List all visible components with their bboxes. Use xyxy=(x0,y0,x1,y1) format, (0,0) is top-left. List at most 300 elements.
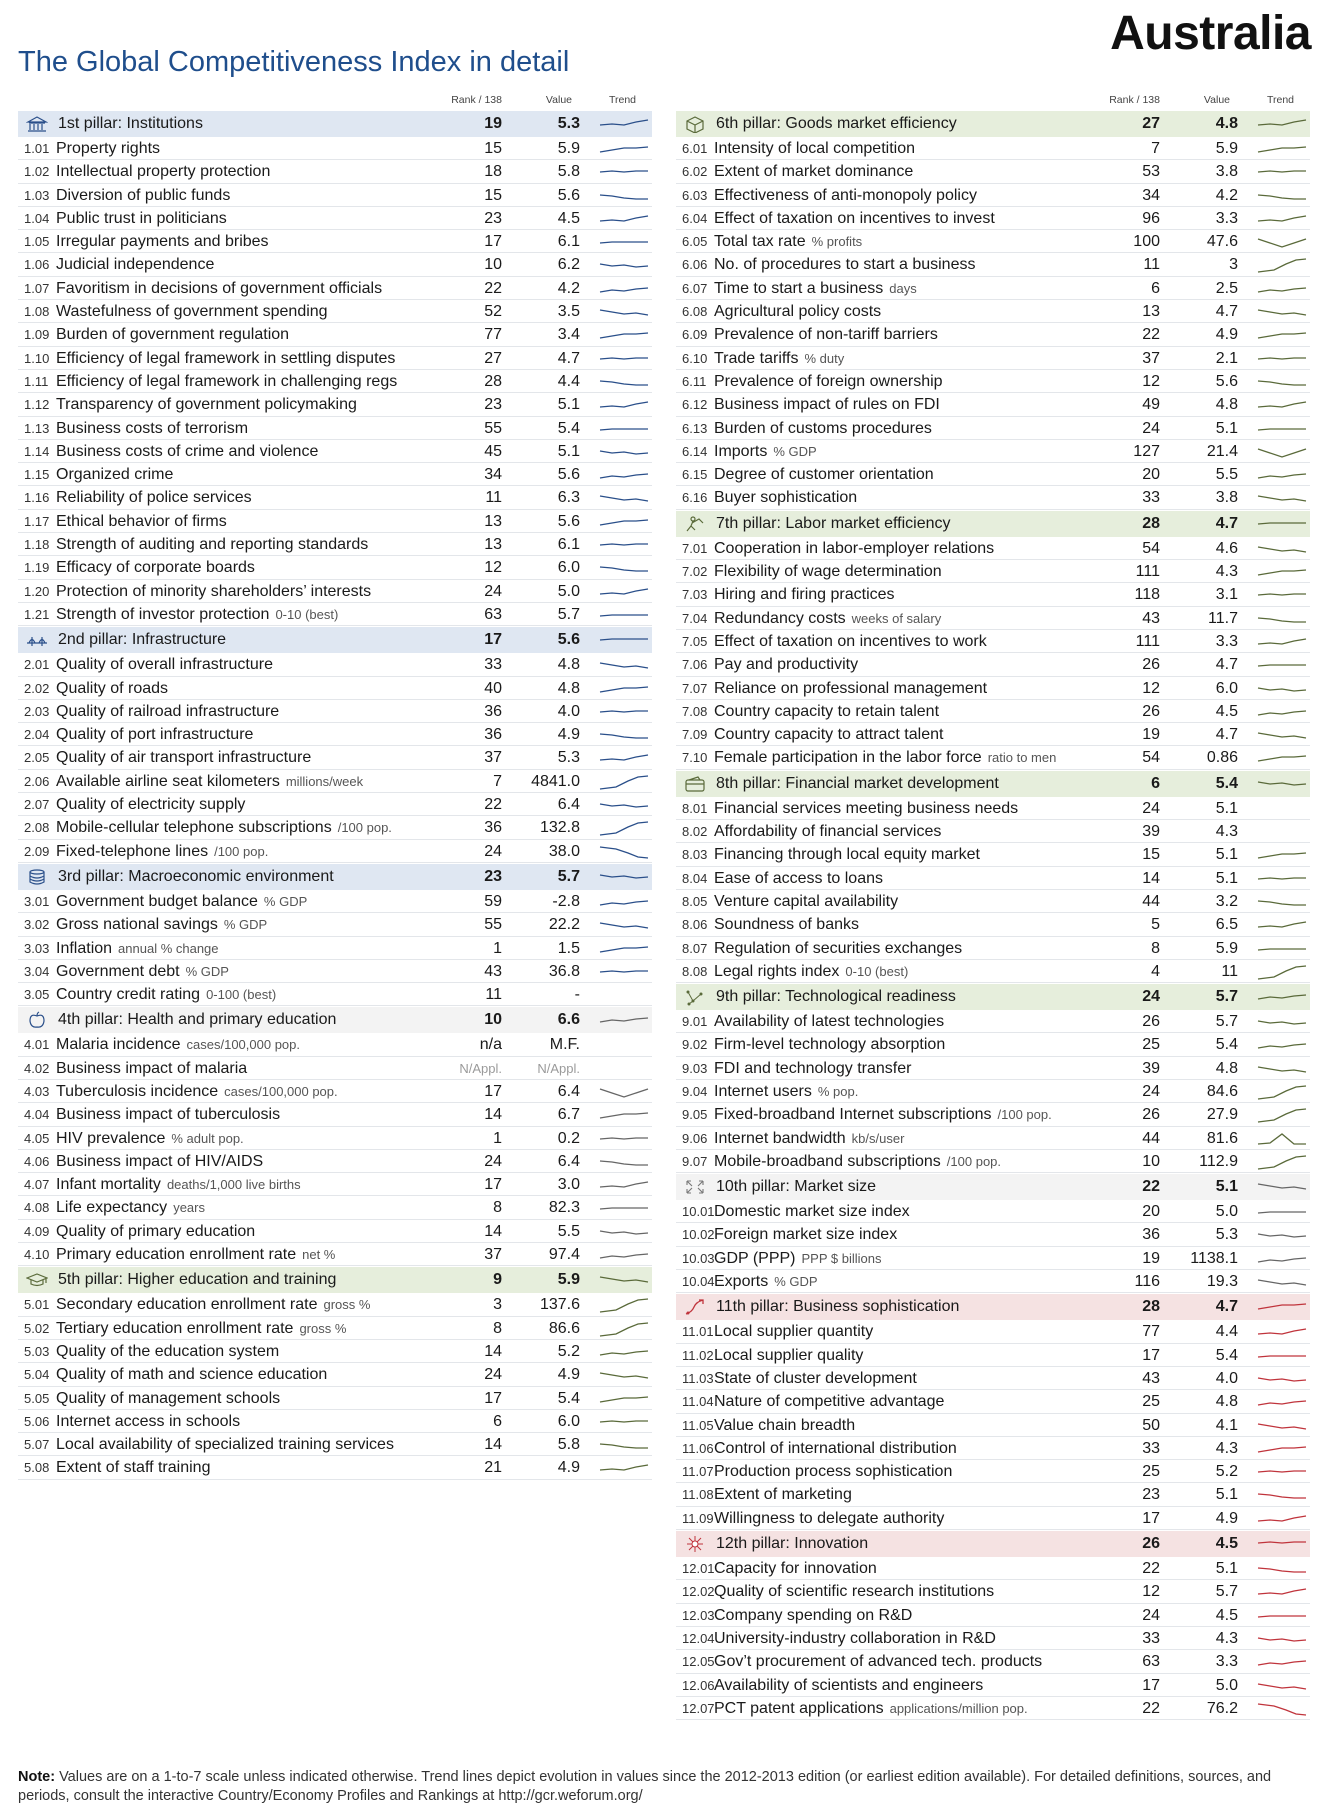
indicator-label-wrap xyxy=(714,1460,952,1483)
indicator-code: 10.03 xyxy=(682,1250,715,1266)
indicator-row xyxy=(18,937,652,960)
indicator-value: 5.5 xyxy=(1215,466,1238,484)
indicator-value: 0.2 xyxy=(557,1129,580,1147)
value-header: Value xyxy=(1203,94,1230,106)
trend-sparkline xyxy=(598,1390,650,1408)
indicator-value: 5.9 xyxy=(1215,140,1238,157)
indicator-label-wrap xyxy=(714,937,962,960)
indicator-value: 5.4 xyxy=(1215,1036,1238,1054)
indicator-label-wrap xyxy=(56,253,214,276)
indicator-value: 47.6 xyxy=(1206,233,1238,251)
indicator-rank: 10 xyxy=(1142,1152,1160,1170)
indicator-rank: 26 xyxy=(1142,702,1160,720)
indicator-row xyxy=(676,323,1310,346)
indicator-value: 4.8 xyxy=(557,679,580,697)
trend-sparkline xyxy=(1256,1203,1308,1221)
indicator-value: 81.6 xyxy=(1206,1129,1238,1147)
indicator-unit: % adult pop. xyxy=(171,1130,244,1146)
indicator-label-wrap xyxy=(56,137,160,160)
pillar-name: 11th pillar: Business sophistication xyxy=(716,1298,960,1316)
indicator-rank: 19 xyxy=(1142,726,1160,744)
trend-sparkline xyxy=(1256,1130,1308,1148)
indicator-unit: % GDP xyxy=(773,443,817,459)
indicator-label-wrap xyxy=(714,537,994,560)
indicator-row xyxy=(676,1580,1310,1603)
trend-sparkline xyxy=(598,916,650,934)
indicator-label: Ethical behavior of firms xyxy=(56,512,227,530)
indicator-row xyxy=(676,1697,1310,1720)
indicator-rank: 54 xyxy=(1142,539,1160,557)
indicator-value: 4.9 xyxy=(1215,326,1238,344)
pillar-rank: 22 xyxy=(1142,1178,1160,1196)
indicator-label-wrap xyxy=(714,677,987,700)
indicator-rank: 77 xyxy=(1142,1323,1160,1341)
indicator-row xyxy=(18,793,652,816)
indicator-row xyxy=(676,253,1310,276)
indicator-label-wrap xyxy=(56,1150,263,1173)
pillar-value: 5.3 xyxy=(557,115,580,132)
indicator-rank: 19 xyxy=(1142,1249,1160,1267)
indicator-rank: 37 xyxy=(484,749,502,767)
trend-sparkline xyxy=(1256,540,1308,558)
indicator-label-wrap xyxy=(56,300,328,323)
trend-sparkline xyxy=(1256,1700,1308,1718)
trend-sparkline xyxy=(598,163,650,181)
indicator-rank: 45 xyxy=(484,442,502,460)
indicator-label-wrap xyxy=(714,560,942,583)
pillar-value: 5.4 xyxy=(1215,774,1238,792)
trend-sparkline xyxy=(598,726,650,744)
indicator-label-wrap xyxy=(714,417,932,440)
indicator-code: 11.09 xyxy=(682,1510,714,1526)
indicator-row xyxy=(18,890,652,913)
indicator-rank: 10 xyxy=(484,256,502,274)
indicator-label: Legal rights index xyxy=(714,962,840,980)
indicator-row xyxy=(676,1604,1310,1627)
indicator-label-wrap xyxy=(714,1414,855,1437)
indicator-label-wrap xyxy=(56,160,270,183)
indicator-rank: 25 xyxy=(1142,1036,1160,1054)
indicator-label: Production process sophistication xyxy=(714,1463,953,1481)
indicator-label: Property rights xyxy=(56,140,161,157)
pillar-rank: 17 xyxy=(484,631,502,649)
indicator-unit: weeks of salary xyxy=(851,610,942,626)
indicator-value: 5.1 xyxy=(1215,1560,1238,1578)
indicator-label: Financial services meeting business needs xyxy=(714,799,1019,817)
coins-icon xyxy=(26,868,48,886)
indicator-rank: 22 xyxy=(1142,326,1160,344)
pillar-rank: 27 xyxy=(1142,115,1160,132)
indicator-row xyxy=(676,1127,1310,1150)
indicator-code: 8.02 xyxy=(682,824,708,840)
indicator-code: 11.03 xyxy=(682,1370,714,1386)
indicator-row xyxy=(676,184,1310,207)
trend-sparkline xyxy=(1256,680,1308,698)
indicator-row xyxy=(18,1456,652,1479)
indicator-code: 6.11 xyxy=(682,373,707,389)
trend-sparkline xyxy=(1256,1653,1308,1671)
indicator-value: 3.3 xyxy=(1215,1653,1238,1671)
indicator-rank: 11 xyxy=(485,986,502,1004)
indicator-label: Local availability of specialized training services xyxy=(56,1436,394,1454)
indicator-row xyxy=(676,1507,1310,1530)
indicator-unit: 0-10 (best) xyxy=(275,606,339,622)
indicator-label-wrap xyxy=(56,277,382,300)
indicator-row xyxy=(676,797,1310,820)
indicator-label-wrap xyxy=(56,793,245,816)
indicator-row xyxy=(18,1196,652,1219)
indicator-label: Availability of latest technologies xyxy=(714,1013,945,1031)
indicator-rank: 24 xyxy=(484,582,502,600)
indicator-rank: 44 xyxy=(1142,892,1160,910)
indicator-rank: 23 xyxy=(484,396,502,414)
indicator-unit: /100 pop. xyxy=(214,843,269,859)
indicator-label-wrap xyxy=(714,1697,1028,1720)
indicator-row xyxy=(18,463,652,486)
indicator-label-wrap xyxy=(714,1557,877,1580)
indicator-unit: deaths/1,000 live births xyxy=(166,1177,301,1193)
pillar-value: 4.5 xyxy=(1215,1535,1238,1553)
pillar-rank: 24 xyxy=(1142,988,1160,1006)
indicator-label: HIV prevalence xyxy=(56,1129,166,1147)
pillar-header xyxy=(676,111,1310,137)
indicator-value: 4.5 xyxy=(1215,1606,1238,1624)
indicator-label: Effectiveness of anti-monopoly policy xyxy=(714,186,977,204)
indicator-code: 5.02 xyxy=(24,1320,50,1336)
indicator-value: 5.1 xyxy=(1215,869,1238,887)
indicator-rank: 116 xyxy=(1134,1273,1160,1291)
indicator-label: Buyer sophistication xyxy=(714,489,858,507)
indicator-value: 4.7 xyxy=(557,349,580,367)
indicator-rank: 15 xyxy=(484,140,502,157)
indicator-code: 7.07 xyxy=(682,680,708,696)
indicator-label: Protection of minority shareholders’ interests xyxy=(56,582,372,600)
trend-sparkline xyxy=(598,1343,650,1361)
trend-sparkline xyxy=(1256,466,1308,484)
trend-sparkline xyxy=(1256,233,1308,251)
indicator-row xyxy=(18,960,652,983)
trend-sparkline xyxy=(1256,443,1308,461)
indicator-unit: % GDP xyxy=(185,963,229,979)
indicator-label-wrap xyxy=(56,463,173,486)
indicator-label-wrap xyxy=(56,184,230,207)
right-column xyxy=(676,92,1310,1720)
column-header xyxy=(676,92,1310,110)
indicator-row xyxy=(18,184,652,207)
trend-sparkline xyxy=(1256,893,1308,911)
indicator-code: 4.09 xyxy=(24,1223,50,1239)
pillar-rank: 28 xyxy=(1142,514,1160,532)
indicator-label-wrap xyxy=(714,1483,852,1506)
indicator-value: 6.1 xyxy=(557,233,580,251)
indicator-label: Degree of customer orientation xyxy=(714,466,934,484)
indicator-code: 7.02 xyxy=(682,564,708,580)
pillar-rank: 6 xyxy=(1151,774,1160,792)
indicator-rank: 21 xyxy=(484,1459,502,1477)
indicator-label-wrap xyxy=(56,677,168,700)
indicator-row xyxy=(676,1033,1310,1056)
indicator-rank: 22 xyxy=(484,279,502,297)
indicator-value: 5.4 xyxy=(557,1389,580,1407)
indicator-code: 9.03 xyxy=(682,1060,708,1076)
indicator-row xyxy=(676,746,1310,769)
indicator-unit: gross % xyxy=(299,1320,347,1336)
indicator-label-wrap xyxy=(714,137,915,160)
indicator-code: 2.06 xyxy=(24,773,50,789)
trend-sparkline xyxy=(598,583,650,601)
indicator-rank: 22 xyxy=(1142,1560,1160,1578)
indicator-row xyxy=(676,960,1310,983)
indicator-label: Quality of port infrastructure xyxy=(56,726,254,744)
trend-sparkline xyxy=(598,1246,650,1264)
indicator-label: Quality of overall infrastructure xyxy=(56,656,273,674)
indicator-rank: 27 xyxy=(484,349,502,367)
pillar-value: 4.7 xyxy=(1215,514,1238,532)
indicator-code: 12.02 xyxy=(682,1584,715,1600)
indicator-label: Efficiency of legal framework in challenging regs xyxy=(56,372,398,390)
indicator-label-wrap xyxy=(56,1293,370,1316)
indicator-rank: 13 xyxy=(484,536,502,554)
trend-sparkline xyxy=(1256,420,1308,438)
pillar-value: 5.9 xyxy=(557,1271,580,1289)
indicator-rank: 17 xyxy=(484,233,502,251)
indicator-label: Extent of market dominance xyxy=(714,163,914,181)
indicator-rank: 43 xyxy=(1142,609,1160,627)
indicator-label: Soundness of banks xyxy=(714,916,859,934)
trend-sparkline xyxy=(1256,1583,1308,1601)
pillar-header xyxy=(676,1174,1310,1200)
indicator-row xyxy=(676,1627,1310,1650)
indicator-unit: % GDP xyxy=(774,1274,818,1290)
expand-arrows-icon xyxy=(684,1178,706,1196)
trend-sparkline xyxy=(1256,656,1308,674)
indicator-label: Exports xyxy=(714,1273,769,1291)
indicator-code: 11.02 xyxy=(682,1347,714,1363)
indicator-rank: 23 xyxy=(1142,1486,1160,1504)
indicator-code: 7.03 xyxy=(682,587,708,603)
indicator-label: Capacity for innovation xyxy=(714,1560,877,1578)
indicator-code: 12.03 xyxy=(682,1607,715,1623)
indicator-unit: millions/week xyxy=(285,773,364,789)
indicator-row xyxy=(676,1080,1310,1103)
indicator-code: 9.06 xyxy=(682,1130,708,1146)
indicator-code: 6.09 xyxy=(682,327,708,343)
indicator-value: 5.9 xyxy=(557,140,580,157)
indicator-value: 5.1 xyxy=(1215,799,1238,817)
indicator-row xyxy=(18,1317,652,1340)
indicator-rank: 13 xyxy=(1142,303,1160,321)
indicator-value: 11.7 xyxy=(1208,609,1238,627)
indicator-label-wrap xyxy=(714,653,858,676)
indicator-row xyxy=(18,137,652,160)
trend-sparkline xyxy=(598,796,650,814)
trend-sparkline xyxy=(598,843,650,861)
indicator-label: Intensity of local competition xyxy=(714,140,915,157)
trend-sparkline xyxy=(1256,1486,1308,1504)
indicator-value: 3.8 xyxy=(1215,489,1238,507)
indicator-value: 3.5 xyxy=(557,303,580,321)
indicator-label: Gross national savings xyxy=(56,916,218,934)
indicator-label-wrap xyxy=(56,816,392,839)
indicator-row xyxy=(676,723,1310,746)
indicator-row xyxy=(676,440,1310,463)
trend-sparkline xyxy=(1256,726,1308,744)
indicator-code: 3.05 xyxy=(24,987,50,1003)
indicator-label-wrap xyxy=(56,580,371,603)
building-icon xyxy=(26,115,48,133)
indicator-label: Agricultural policy costs xyxy=(714,303,882,321)
trend-sparkline xyxy=(598,466,650,484)
indicator-code: 1.04 xyxy=(24,210,50,226)
indicator-label: Imports xyxy=(714,442,768,460)
indicator-row xyxy=(676,583,1310,606)
indicator-rank: 36 xyxy=(484,726,502,744)
trend-sparkline xyxy=(598,606,650,624)
indicator-value: 5.9 xyxy=(1215,939,1238,957)
indicator-row xyxy=(18,440,652,463)
indicator-label: Government budget balance xyxy=(56,892,258,910)
indicator-rank: 52 xyxy=(484,303,502,321)
pillar-name: 4th pillar: Health and primary education xyxy=(58,1011,337,1029)
indicator-value: 3.2 xyxy=(1215,892,1238,910)
pillar-name: 7th pillar: Labor market efficiency xyxy=(716,514,951,532)
trend-sparkline xyxy=(598,559,650,577)
indicator-value: 3.3 xyxy=(1215,209,1238,227)
indicator-label-wrap xyxy=(56,486,252,509)
indicator-code: 6.05 xyxy=(682,234,708,250)
indicator-row xyxy=(676,160,1310,183)
trend-sparkline xyxy=(598,1366,650,1384)
indicator-row xyxy=(18,1340,652,1363)
indicator-label-wrap xyxy=(56,1456,210,1479)
indicator-code: 10.01 xyxy=(682,1204,715,1220)
indicator-code: 3.01 xyxy=(24,893,50,909)
pillar-header xyxy=(676,511,1310,537)
indicator-code: 7.09 xyxy=(682,727,708,743)
indicator-code: 4.05 xyxy=(24,1130,50,1146)
indicator-value: 137.6 xyxy=(539,1296,580,1314)
indicator-rank: 54 xyxy=(1142,749,1160,767)
indicator-value: 4.5 xyxy=(1215,702,1238,720)
indicator-value: 4.8 xyxy=(1215,396,1238,414)
indicator-code: 1.05 xyxy=(24,234,50,250)
indicator-rank: 40 xyxy=(484,679,502,697)
indicator-row xyxy=(676,137,1310,160)
indicator-rank: 28 xyxy=(484,372,502,390)
indicator-label: Government debt xyxy=(56,962,180,980)
network-icon xyxy=(684,988,706,1006)
indicator-label-wrap xyxy=(714,1057,911,1080)
indicator-code: 7.04 xyxy=(682,610,708,626)
indicator-code: 3.04 xyxy=(24,963,50,979)
indicator-row xyxy=(676,1390,1310,1413)
indicator-row xyxy=(676,1674,1310,1697)
indicator-code: 6.07 xyxy=(682,280,708,296)
indicator-value: 5.7 xyxy=(1215,1583,1238,1601)
indicator-code: 6.12 xyxy=(682,397,708,413)
trend-sparkline xyxy=(1256,303,1308,321)
indicator-label: Business costs of crime and violence xyxy=(56,442,319,460)
indicator-code: 1.10 xyxy=(24,350,50,366)
pillar-header xyxy=(676,771,1310,797)
indicator-label: Reliance on professional management xyxy=(714,679,988,697)
indicator-label-wrap xyxy=(714,1127,904,1150)
indicator-rank: 26 xyxy=(1142,1106,1160,1124)
indicator-label-wrap xyxy=(56,653,273,676)
indicator-code: 12.05 xyxy=(682,1654,715,1670)
indicator-value: N/Appl. xyxy=(537,1060,580,1076)
indicator-label-wrap xyxy=(714,1507,944,1530)
indicator-label-wrap xyxy=(714,1367,917,1390)
indicator-label-wrap xyxy=(56,1317,346,1340)
trend-sparkline xyxy=(598,1199,650,1217)
indicator-code: 1.07 xyxy=(24,280,50,296)
indicator-value: 5.3 xyxy=(1215,1226,1238,1244)
indicator-value: 6.4 xyxy=(557,1082,580,1100)
indicator-value: 112.9 xyxy=(1199,1152,1238,1170)
indicator-row xyxy=(18,323,652,346)
trend-sparkline xyxy=(1256,870,1308,888)
indicator-label-wrap xyxy=(714,1627,996,1650)
indicator-label-wrap xyxy=(714,1344,863,1367)
trend-header: Trend xyxy=(608,94,636,106)
indicator-rank: 14 xyxy=(484,1222,502,1240)
pillar-rank: 19 xyxy=(484,115,502,132)
indicator-value: 3.4 xyxy=(557,326,580,344)
indicator-value: 2.5 xyxy=(1215,279,1238,297)
indicator-row xyxy=(18,393,652,416)
indicator-value: 6.2 xyxy=(557,256,580,274)
trend-sparkline xyxy=(1256,350,1308,368)
indicator-rank: 22 xyxy=(484,796,502,814)
trend-sparkline xyxy=(598,963,650,981)
indicator-row xyxy=(676,700,1310,723)
indicator-row xyxy=(18,1033,652,1056)
trend-sparkline xyxy=(1256,610,1308,628)
indicator-rank: 55 xyxy=(484,419,502,437)
indicator-rank: 34 xyxy=(1142,186,1160,204)
trend-sparkline xyxy=(598,1130,650,1148)
pillar-name: 1st pillar: Institutions xyxy=(58,115,203,132)
indicator-label: Control of international distribution xyxy=(714,1439,957,1457)
indicator-value: 27.9 xyxy=(1206,1106,1238,1124)
indicator-label-wrap xyxy=(714,230,862,253)
indicator-code: 11.05 xyxy=(682,1417,714,1433)
indicator-rank: 8 xyxy=(1151,939,1160,957)
indicator-code: 2.05 xyxy=(24,750,50,766)
indicator-row xyxy=(18,580,652,603)
indicator-label-wrap xyxy=(714,700,939,723)
indicator-rank: 5 xyxy=(1151,916,1160,934)
indicator-code: 1.17 xyxy=(24,513,50,529)
trend-sparkline xyxy=(598,1010,650,1028)
indicator-unit: % GDP xyxy=(263,893,308,909)
indicator-code: 2.03 xyxy=(24,703,50,719)
trend-sparkline xyxy=(1256,703,1308,721)
trend-sparkline xyxy=(1256,1677,1308,1695)
trend-sparkline xyxy=(598,443,650,461)
trend-sparkline xyxy=(598,373,650,391)
indicator-label: Domestic market size index xyxy=(714,1203,910,1221)
indicator-code: 8.06 xyxy=(682,917,708,933)
indicator-row xyxy=(18,533,652,556)
indicator-unit: 0-10 (best) xyxy=(845,963,909,979)
pillar-header xyxy=(18,864,652,890)
indicator-rank: 118 xyxy=(1134,586,1160,604)
pillar-header xyxy=(18,111,652,137)
indicator-rank: 24 xyxy=(484,842,502,860)
indicator-rank: 43 xyxy=(484,962,502,980)
